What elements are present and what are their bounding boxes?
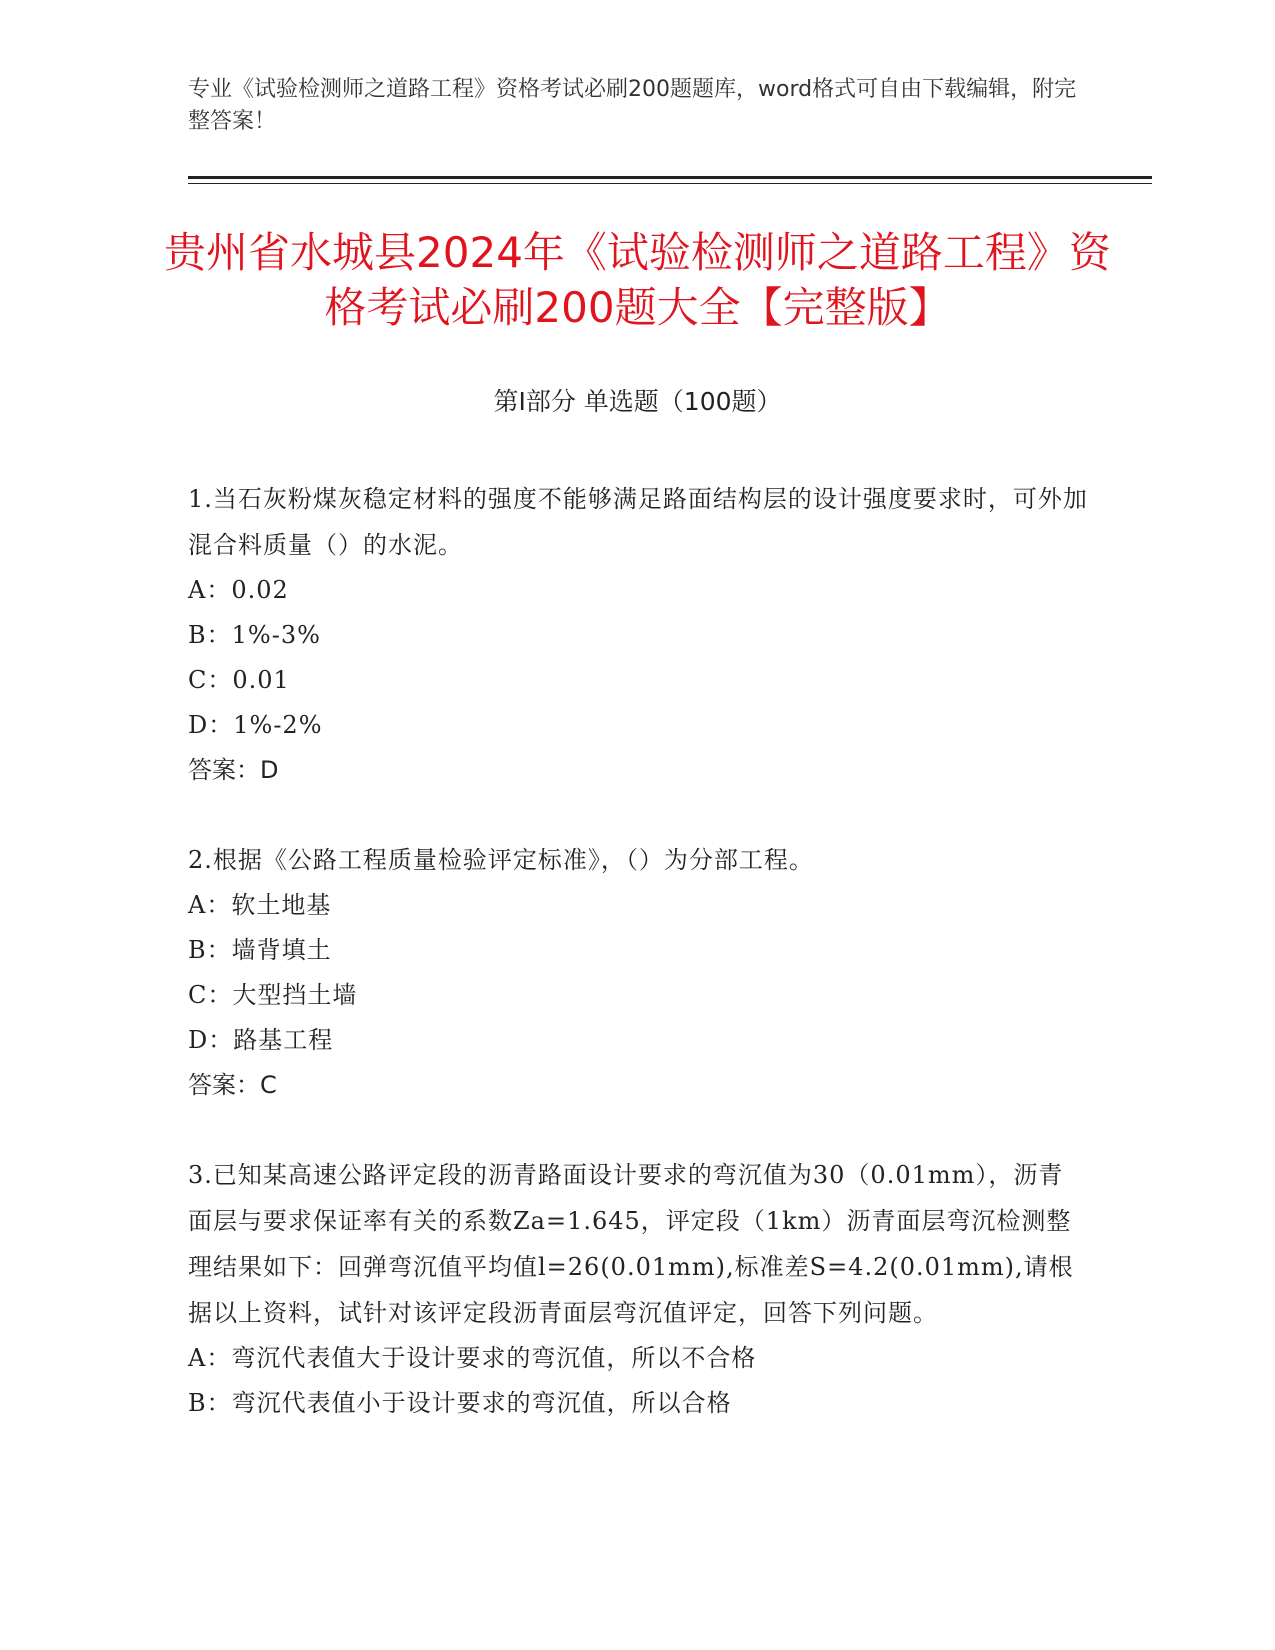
question-text: 1.当石灰粉煤灰稳定材料的强度不能够满足路面结构层的设计强度要求时，可外加混合料质量（）的水泥。 xyxy=(188,485,1088,559)
header-divider-thin xyxy=(188,183,1152,184)
document-title: 贵州省水城县2024年《试验检测师之道路工程》资格考试必刷200题大全【完整版】 xyxy=(164,228,1111,332)
question-list xyxy=(188,476,1088,1470)
answer: 答案：D xyxy=(188,756,279,784)
option-a: A：软土地基 xyxy=(188,891,332,919)
option-a: A：0.02 xyxy=(188,576,289,604)
option-a: A：弯沉代表值大于设计要求的弯沉值，所以不合格 xyxy=(188,1344,757,1372)
section-title: 第I部分 单选题（100题） xyxy=(493,387,782,416)
header-divider-thick xyxy=(188,176,1152,179)
option-d: D：1%-2% xyxy=(188,711,323,739)
option-b: B：墙背填土 xyxy=(188,936,332,964)
option-d: D：路基工程 xyxy=(188,1026,334,1054)
question-text: 2.根据《公路工程质量检验评定标准》，（）为分部工程。 xyxy=(188,846,814,874)
answer: 答案：C xyxy=(188,1071,277,1099)
option-b: B：1%-3% xyxy=(188,621,321,649)
question-3 xyxy=(188,1152,1088,1426)
header-note: 专业《试验检测师之道路工程》资格考试必刷200题题库，word格式可自由下载编辑，附完整答案！ xyxy=(188,77,1077,134)
option-c: C：大型挡土墙 xyxy=(188,981,358,1009)
question-2 xyxy=(188,837,1088,1108)
question-text: 3.已知某高速公路评定段的沥青路面设计要求的弯沉值为30（0.01mm），沥青面层与要求保证率有关的系数Za=1.645，评定段（1km）沥青面层弯沉检测整理结果如下：回弹弯沉值平均值l=26(0.01mm),标准差S=4.2(0.01mm),请根据以上资料，试针对该评定段沥青面层弯沉值评定，回答下列问题。 xyxy=(188,1161,1074,1327)
option-c: C：0.01 xyxy=(188,666,290,694)
option-b: B：弯沉代表值小于设计要求的弯沉值，所以合格 xyxy=(188,1389,732,1417)
question-1 xyxy=(188,476,1088,793)
